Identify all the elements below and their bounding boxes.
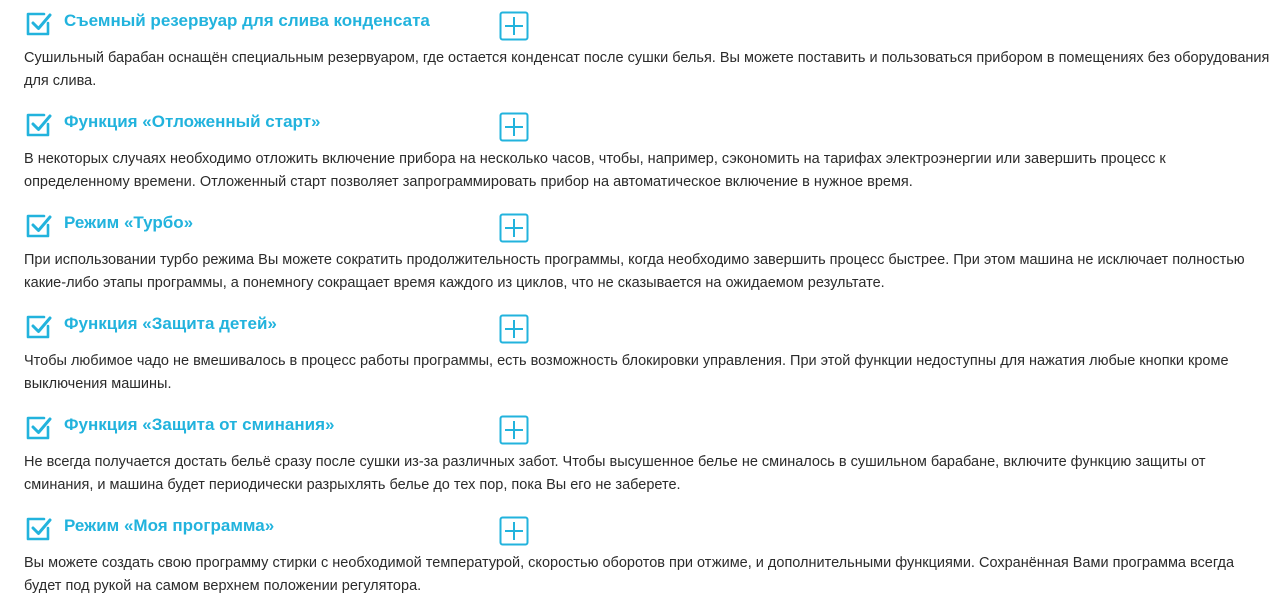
feature-header [24, 313, 544, 341]
expand-button[interactable] [499, 516, 529, 546]
expand-button[interactable] [499, 415, 529, 445]
feature-description: Сушильный барабан оснащён специальным резервуаром, где остается конденсат после сушки белья. Вы можете поставить и пользоваться прибором в помещениях без оборудования для слива. [24, 50, 1270, 89]
feature-header [24, 515, 544, 543]
feature-header [24, 111, 544, 139]
checkbox-checked-icon [24, 10, 52, 38]
checkbox-checked-icon [24, 515, 52, 543]
feature-header [24, 414, 544, 442]
feature-description: Чтобы любимое чадо не вмешивалось в процесс работы программы, есть возможность блокировки управления. При этой функции недоступны для нажатия любые кнопки кроме выключения машины. [24, 353, 1229, 392]
feature-header [24, 10, 544, 38]
checkbox-checked-icon [24, 414, 52, 442]
feature-header [24, 212, 544, 240]
feature-title: Режим «Моя программа» [64, 516, 275, 535]
plus-square-icon [499, 11, 529, 41]
expand-button[interactable] [499, 112, 529, 142]
feature-description: Вы можете создать свою программу стирки с необходимой температурой, скоростью оборотов при отжиме, и дополнительными функциями. Сохранённая Вами программа всегда будет под рукой на самом верхнем положении регулятора. [24, 555, 1235, 594]
checkbox-checked-icon [24, 212, 52, 240]
feature-title: Функция «Защита от сминания» [64, 415, 335, 434]
feature-title: Функция «Защита детей» [64, 314, 277, 333]
plus-square-icon [499, 112, 529, 142]
feature-title: Режим «Турбо» [64, 213, 194, 232]
feature-title: Функция «Отложенный старт» [64, 112, 321, 131]
feature-description: При использовании турбо режима Вы можете сократить продолжительность программы, когда необходимо завершить процесс быстрее. При этом машина не исключает полностью какие-либо этапы программы, а понемногу сокращает время каждого из циклов, что не сказывается на ожидаемом результате. [24, 252, 1245, 291]
plus-square-icon [499, 314, 529, 344]
feature-description: В некоторых случаях необходимо отложить включение прибора на несколько часов, чтобы, например, сэкономить на тарифах электроэнергии или завершить процесс к определенному времени. Отложенный старт позволяет запрограммировать прибор на автоматическое включение в нужное время. [24, 151, 1166, 190]
feature-description: Не всегда получается достать бельё сразу после сушки из-за различных забот. Чтобы высушенное белье не сминалось в сушильном барабане, включите функцию защиты от сминания, и машина будет периодически разрыхлять белье до тех пор, пока Вы его не заберете. [24, 454, 1206, 493]
expand-button[interactable] [499, 314, 529, 344]
expand-button[interactable] [499, 213, 529, 243]
plus-square-icon [499, 213, 529, 243]
expand-button[interactable] [499, 11, 529, 41]
plus-square-icon [499, 516, 529, 546]
checkbox-checked-icon [24, 111, 52, 139]
checkbox-checked-icon [24, 313, 52, 341]
plus-square-icon [499, 415, 529, 445]
feature-title: Съемный резервуар для слива конденсата [64, 11, 430, 30]
